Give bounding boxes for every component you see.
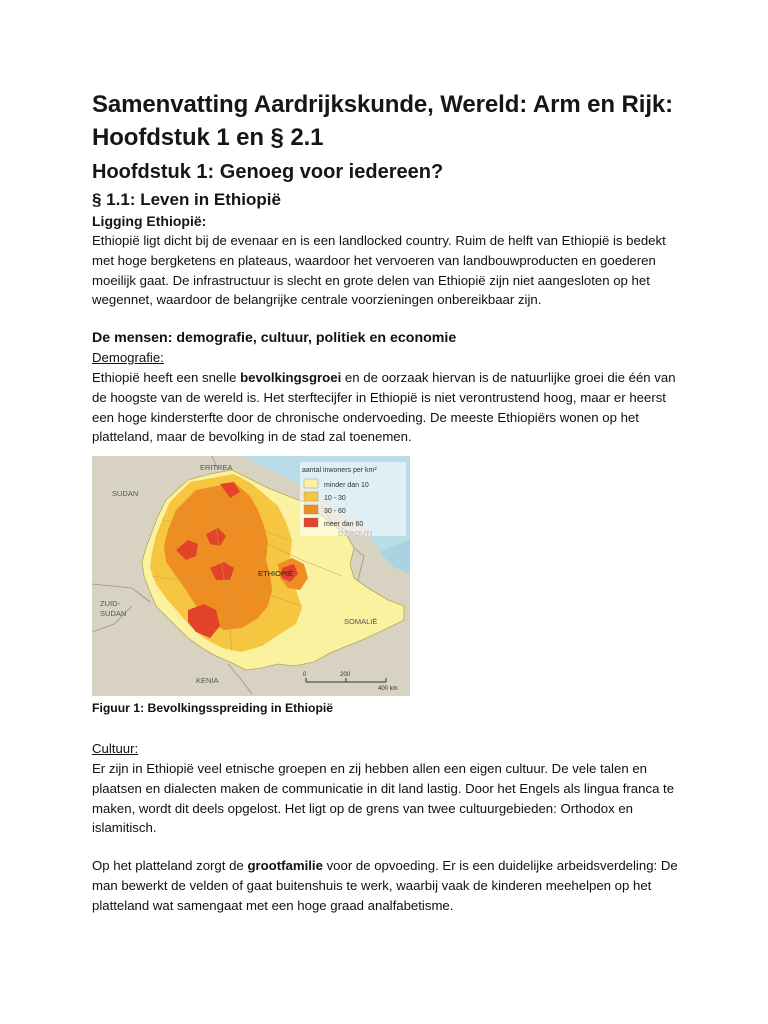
spacer [92,717,682,739]
legend-label-3: meer dan 60 [324,521,364,529]
label-ethiopia: ETHIOPIË [258,569,294,579]
ligging-heading: Ligging Ethiopië: [92,213,207,229]
demografie-bold: bevolkingsgroei [240,369,342,385]
cultuur-paragraph: Er zijn in Ethiopië veel etnische groepen en zij hebben allen een eigen cultuur. De vele talen en plaatsen en dialecten maken de communicatie in dit land lastig. Door het Engels als lingua franca te maken, wordt dit deels opgelost. Het ligt op de grens van twee cultuurgebieden: Orthodox en islamitisch. [92,760,675,836]
legend-swatch-1 [304,492,318,501]
legend-swatch-0 [304,479,318,488]
cultuur-heading: Cultuur: [92,741,139,757]
legend-label-1: 10 - 30 [324,495,346,503]
demografie-heading: Demografie: [92,350,164,366]
ligging-paragraph: Ethiopië ligt dicht bij de evenaar en is een landlocked country. Ruim de helft van Ethiopië is bedekt met hoge bergketens en plateaus, waardoor het vervoeren van landbouwproducten en goederen moeilijk gaat. De infrastructuur is slecht en grote delen van Ethiopië zijn niet aangesloten op het wegennet, waardoor de belangrijke centrale voorzieningen onbereikbaar zijn. [92,233,666,308]
platteland-text-before: Op het platteland zorgt de [92,858,248,874]
population-map [92,456,410,696]
ethiopia-map-svg [92,456,410,696]
spacer-2 [92,838,682,856]
figure-caption: Figuur 1: Bevolkingsspreiding in Ethiopië [92,701,334,716]
section-heading: § 1.1: Leven in Ethiopië [92,190,281,209]
label-somalie: SOMALIË [344,617,378,627]
legend-swatch-2 [304,505,318,514]
platteland-text-after: voor de opvoeding. Er is een duidelijke arbeidsverdeling: De man bewerkt de velden of gaat buitenshuis te werk, waarbij vaak de kinderen meehelpen op het platteland wat samengaat met een hoge graad analfabetisme. [92,858,678,913]
document-page [92,88,682,916]
demografie-text-before: Ethiopië heeft een snelle [92,369,241,385]
document-title: Samenvatting Aardrijkskunde, Wereld: Arm en Rijk: Hoofdstuk 1 en § 2.1 [92,91,674,151]
demografie-paragraph [92,368,682,447]
legend-title: aantal inwoners per km² [302,467,377,475]
legend-label-2: 30 - 60 [324,508,346,516]
legend-label-0: minder dan 10 [324,482,369,490]
platteland-paragraph [92,856,682,915]
map-legend [300,462,406,536]
mensen-heading: De mensen: demografie, cultuur, politiek en economie [92,330,457,347]
label-sudan: SUDAN [112,489,139,499]
scale-200: 200 [340,672,351,679]
scale-400: 400 km [378,686,398,693]
label-kenia: KENIA [196,676,219,686]
platteland-bold: grootfamilie [247,858,323,874]
demografie-text-after: en de oorzaak hiervan is de natuurlijke groei die één van de hoogste van de wereld is. Het sterftecijfer in Ethiopië is niet verontrustend hoog, maar er heerst een hoge kindersterfte door de chronische ondervoeding. De meeste Ethiopiërs wonen op het platteland, maar de bevolking in de stad zal toenemen. [92,369,676,445]
scale-0: 0 [303,672,307,679]
label-zuid: ZUID- [100,599,120,609]
label-zuid-sudan: SUDAN [100,609,127,619]
chapter-heading: Hoofdstuk 1: Genoeg voor iedereen? [92,161,444,183]
label-eritrea: ERITREA [200,463,233,473]
legend-swatch-3 [304,518,318,527]
